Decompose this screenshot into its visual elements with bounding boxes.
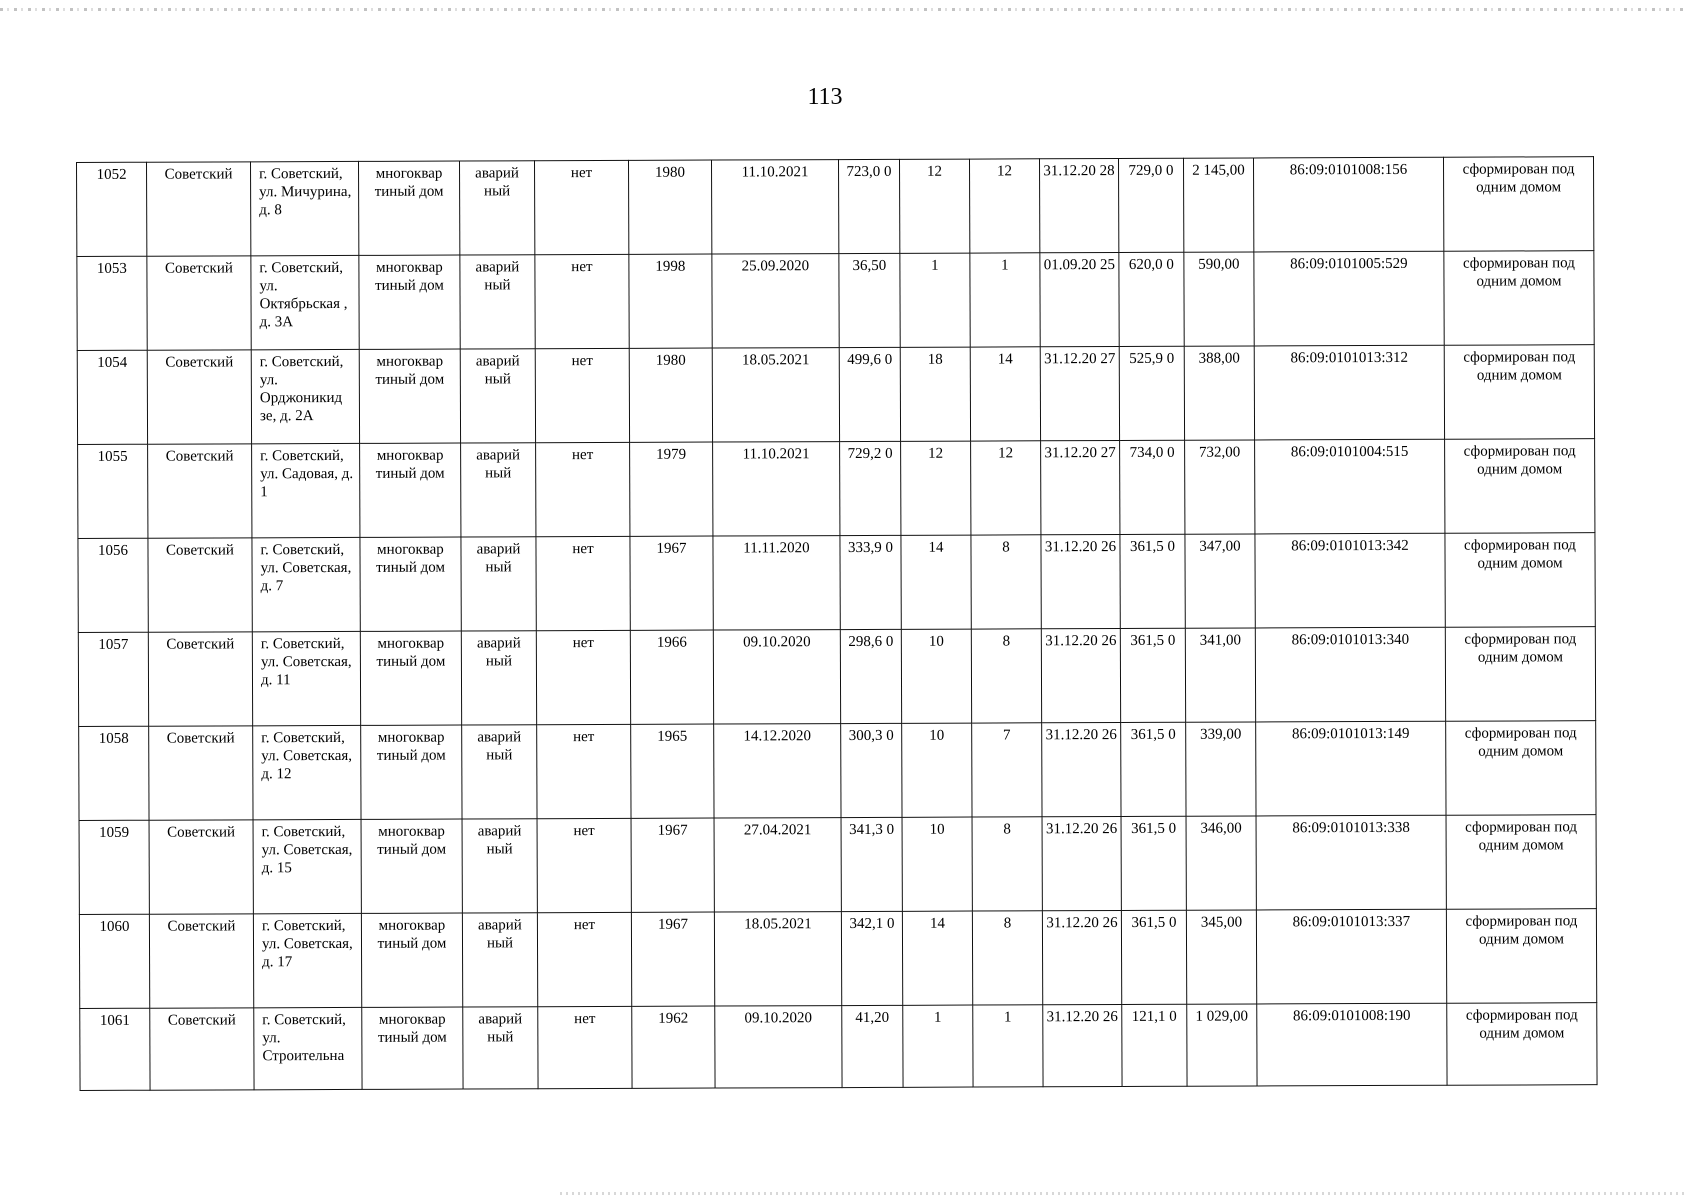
cell-record-number: 1058 (79, 726, 149, 820)
cell-cadastral-number: 86:09:0101013:337 (1256, 909, 1446, 1004)
cell-year-built: 1967 (631, 818, 714, 912)
cell-recognition-date: 11.10.2021 (713, 442, 840, 536)
cell-deadline: 31.12.20 26 (1042, 722, 1121, 816)
cell-area: 333,9 0 (840, 535, 901, 629)
cell-count: 1 (900, 253, 970, 347)
cell-address: г. Советский, ул. Октябрьская , д. 3А (251, 255, 359, 349)
cell-building-type: многоквар тиный дом (361, 819, 462, 913)
cell-building-type: многоквар тиный дом (360, 631, 461, 725)
cell-cadastral-number: 86:09:0101013:342 (1255, 533, 1445, 628)
scan-edge-bottom (560, 1192, 1686, 1195)
cell-area: 723,0 0 (838, 159, 899, 253)
cell-count-second: 8 (971, 535, 1041, 629)
cell-cadastral-number: 86:09:0101004:515 (1255, 439, 1445, 534)
cell-area-third: 1 029,00 (1187, 1004, 1257, 1086)
cell-district: Советский (147, 256, 251, 350)
cell-condition: аварий ный (461, 631, 536, 725)
cell-recognition-date: 25.09.2020 (712, 254, 839, 348)
cell-area-third: 347,00 (1185, 534, 1255, 628)
cell-deadline: 31.12.20 26 (1041, 534, 1120, 628)
cell-record-number: 1054 (77, 350, 147, 444)
cell-area-third: 345,00 (1186, 910, 1256, 1004)
cell-district: Советский (147, 162, 251, 256)
cell-area: 729,2 0 (840, 441, 901, 535)
cell-deadline: 31.12.20 26 (1042, 910, 1121, 1004)
cell-condition: аварий ный (462, 913, 537, 1007)
cell-note: сформирован под одним домом (1446, 721, 1596, 816)
cell-cadastral-number: 86:09:0101008:156 (1253, 157, 1443, 252)
cell-area-second: 361,5 0 (1121, 910, 1186, 1004)
cell-flag: нет (537, 818, 631, 912)
cell-area-third: 341,00 (1185, 628, 1255, 722)
cell-cadastral-number: 86:09:0101013:149 (1256, 721, 1446, 816)
cell-note: сформирован под одним домом (1445, 627, 1595, 722)
cell-record-number: 1052 (77, 162, 147, 256)
cell-recognition-date: 11.11.2020 (713, 536, 840, 630)
cell-condition: аварий ный (462, 819, 537, 913)
cell-note: сформирован под одним домом (1444, 251, 1594, 346)
cell-area: 36,50 (839, 253, 900, 347)
cell-note: сформирован под одним домом (1446, 909, 1596, 1004)
cell-count: 14 (901, 535, 971, 629)
cell-address: г. Советский, ул. Советская, д. 15 (253, 819, 361, 913)
cell-address: г. Советский, ул. Советская, д. 17 (253, 913, 361, 1007)
cell-count: 1 (903, 1005, 973, 1087)
cell-district: Советский (148, 632, 252, 726)
cell-note: сформирован под одним домом (1446, 815, 1596, 910)
cell-condition: аварий ный (461, 537, 536, 631)
cell-count-second: 14 (970, 347, 1040, 441)
cell-record-number: 1059 (79, 820, 149, 914)
cell-flag: нет (535, 254, 629, 348)
cell-count: 12 (901, 441, 971, 535)
cell-area-second: 361,5 0 (1120, 534, 1185, 628)
cell-district: Советский (149, 726, 253, 820)
cell-condition: аварий ный (459, 161, 534, 255)
cell-area: 298,6 0 (840, 629, 901, 723)
cell-building-type: многоквар тиный дом (359, 349, 460, 443)
cell-area: 41,20 (842, 1005, 903, 1087)
cell-deadline: 31.12.20 27 (1041, 440, 1120, 534)
cell-area-second: 361,5 0 (1121, 816, 1186, 910)
cell-count-second: 1 (970, 253, 1040, 347)
cell-area-second: 361,5 0 (1121, 722, 1186, 816)
cell-building-type: многоквар тиный дом (361, 725, 462, 819)
cell-note: сформирован под одним домом (1444, 345, 1594, 440)
cell-district: Советский (150, 1008, 254, 1090)
cell-building-type: многоквар тиный дом (360, 443, 461, 537)
cell-cadastral-number: 86:09:0101008:190 (1257, 1003, 1447, 1086)
cell-count-second: 12 (971, 441, 1041, 535)
scan-edge-top (0, 8, 1686, 11)
cell-address: г. Советский, ул. Строительна (254, 1007, 362, 1089)
cell-area-third: 590,00 (1184, 252, 1254, 346)
cell-area: 499,6 0 (839, 347, 900, 441)
cell-count: 14 (902, 911, 972, 1005)
cell-recognition-date: 09.10.2020 (715, 1006, 842, 1088)
cell-district: Советский (148, 444, 252, 538)
cell-year-built: 1967 (631, 912, 714, 1006)
cell-condition: аварий ный (463, 1007, 538, 1089)
cell-address: г. Советский, ул. Садовая, д. 1 (252, 443, 360, 537)
cell-record-number: 1055 (78, 444, 148, 538)
table-row (78, 533, 1595, 633)
cell-recognition-date: 18.05.2021 (714, 912, 841, 1006)
cell-recognition-date: 09.10.2020 (713, 630, 840, 724)
cell-count-second: 8 (972, 911, 1042, 1005)
registry-body (77, 157, 1598, 1091)
table-row (80, 1003, 1597, 1091)
cell-cadastral-number: 86:09:0101005:529 (1254, 251, 1444, 346)
cell-count: 10 (902, 723, 972, 817)
cell-district: Советский (149, 914, 253, 1008)
cell-address: г. Советский, ул. Орджоникид зе, д. 2А (251, 349, 359, 443)
cell-flag: нет (537, 724, 631, 818)
cell-record-number: 1053 (77, 256, 147, 350)
cell-building-type: многоквар тиный дом (362, 1007, 463, 1089)
cell-area-second: 121,1 0 (1122, 1004, 1187, 1086)
housing-registry-table (76, 156, 1598, 1091)
cell-recognition-date: 14.12.2020 (714, 724, 841, 818)
cell-deadline: 31.12.20 26 (1042, 816, 1121, 910)
cell-building-type: многоквар тиный дом (359, 255, 460, 349)
cell-count-second: 7 (972, 723, 1042, 817)
cell-cadastral-number: 86:09:0101013:338 (1256, 815, 1446, 910)
cell-count-second: 8 (971, 629, 1041, 723)
table-row (78, 627, 1595, 727)
cell-area-third: 388,00 (1184, 346, 1254, 440)
cell-recognition-date: 11.10.2021 (711, 160, 838, 254)
cell-condition: аварий ный (461, 443, 536, 537)
cell-year-built: 1980 (629, 348, 712, 442)
cell-record-number: 1060 (79, 914, 149, 1008)
cell-condition: аварий ный (462, 725, 537, 819)
cell-area: 342,1 0 (841, 911, 902, 1005)
cell-address: г. Советский, ул. Мичурина, д. 8 (251, 161, 359, 255)
cell-year-built: 1965 (631, 724, 714, 818)
cell-area-second: 361,5 0 (1120, 628, 1185, 722)
cell-count-second: 8 (972, 817, 1042, 911)
cell-count: 10 (901, 629, 971, 723)
cell-district: Советский (147, 350, 251, 444)
cell-deadline: 01.09.20 25 (1040, 252, 1119, 346)
table-row (79, 815, 1596, 915)
cell-flag: нет (536, 442, 630, 536)
cell-note: сформирован под одним домом (1447, 1003, 1597, 1086)
cell-flag: нет (536, 630, 630, 724)
cell-record-number: 1061 (80, 1008, 150, 1090)
cell-year-built: 1979 (630, 442, 713, 536)
cell-area-second: 729,0 0 (1118, 158, 1183, 252)
cell-count: 18 (900, 347, 970, 441)
cell-deadline: 31.12.20 28 (1039, 158, 1118, 252)
cell-cadastral-number: 86:09:0101013:312 (1254, 345, 1444, 440)
table-row (78, 439, 1595, 539)
cell-recognition-date: 27.04.2021 (714, 818, 841, 912)
table-row (77, 345, 1594, 445)
table-row (79, 909, 1596, 1009)
cell-condition: аварий ный (460, 349, 535, 443)
cell-note: сформирован под одним домом (1445, 439, 1595, 534)
cell-year-built: 1980 (628, 160, 711, 254)
cell-record-number: 1056 (78, 538, 148, 632)
cell-district: Советский (149, 820, 253, 914)
cell-address: г. Советский, ул. Советская, д. 7 (252, 537, 360, 631)
cell-building-type: многоквар тиный дом (361, 913, 462, 1007)
cell-building-type: многоквар тиный дом (358, 161, 459, 255)
cell-deadline: 31.12.20 27 (1040, 346, 1119, 440)
cell-count-second: 1 (973, 1005, 1043, 1087)
cell-flag: нет (536, 536, 630, 630)
cell-deadline: 31.12.20 26 (1041, 628, 1120, 722)
cell-flag: нет (537, 912, 631, 1006)
cell-area-second: 734,0 0 (1120, 440, 1185, 534)
cell-district: Советский (148, 538, 252, 632)
cell-record-number: 1057 (78, 632, 148, 726)
table-row (77, 251, 1594, 351)
cell-area-second: 620,0 0 (1119, 252, 1184, 346)
table-row (77, 157, 1594, 257)
cell-area-third: 2 145,00 (1183, 158, 1253, 252)
cell-year-built: 1962 (632, 1006, 715, 1088)
cell-building-type: многоквар тиный дом (360, 537, 461, 631)
cell-area-third: 339,00 (1186, 722, 1256, 816)
cell-area: 341,3 0 (841, 817, 902, 911)
cell-area-third: 732,00 (1185, 440, 1255, 534)
cell-area: 300,3 0 (841, 723, 902, 817)
cell-area-third: 346,00 (1186, 816, 1256, 910)
cell-note: сформирован под одним домом (1443, 157, 1593, 252)
cell-address: г. Советский, ул. Советская, д. 12 (253, 725, 361, 819)
cell-flag: нет (535, 348, 629, 442)
cell-year-built: 1998 (629, 254, 712, 348)
cell-count: 12 (899, 159, 969, 253)
cell-area-second: 525,9 0 (1119, 346, 1184, 440)
cell-note: сформирован под одним домом (1445, 533, 1595, 628)
cell-flag: нет (534, 160, 628, 254)
cell-flag: нет (538, 1006, 632, 1088)
cell-condition: аварий ный (460, 255, 535, 349)
cell-cadastral-number: 86:09:0101013:340 (1255, 627, 1445, 722)
cell-deadline: 31.12.20 26 (1043, 1004, 1122, 1086)
cell-year-built: 1967 (630, 536, 713, 630)
page-number: 113 (807, 84, 843, 110)
cell-year-built: 1966 (630, 630, 713, 724)
cell-count: 10 (902, 817, 972, 911)
cell-address: г. Советский, ул. Советская, д. 11 (252, 631, 360, 725)
table-row (79, 721, 1596, 821)
cell-count-second: 12 (969, 159, 1039, 253)
cell-recognition-date: 18.05.2021 (712, 348, 839, 442)
